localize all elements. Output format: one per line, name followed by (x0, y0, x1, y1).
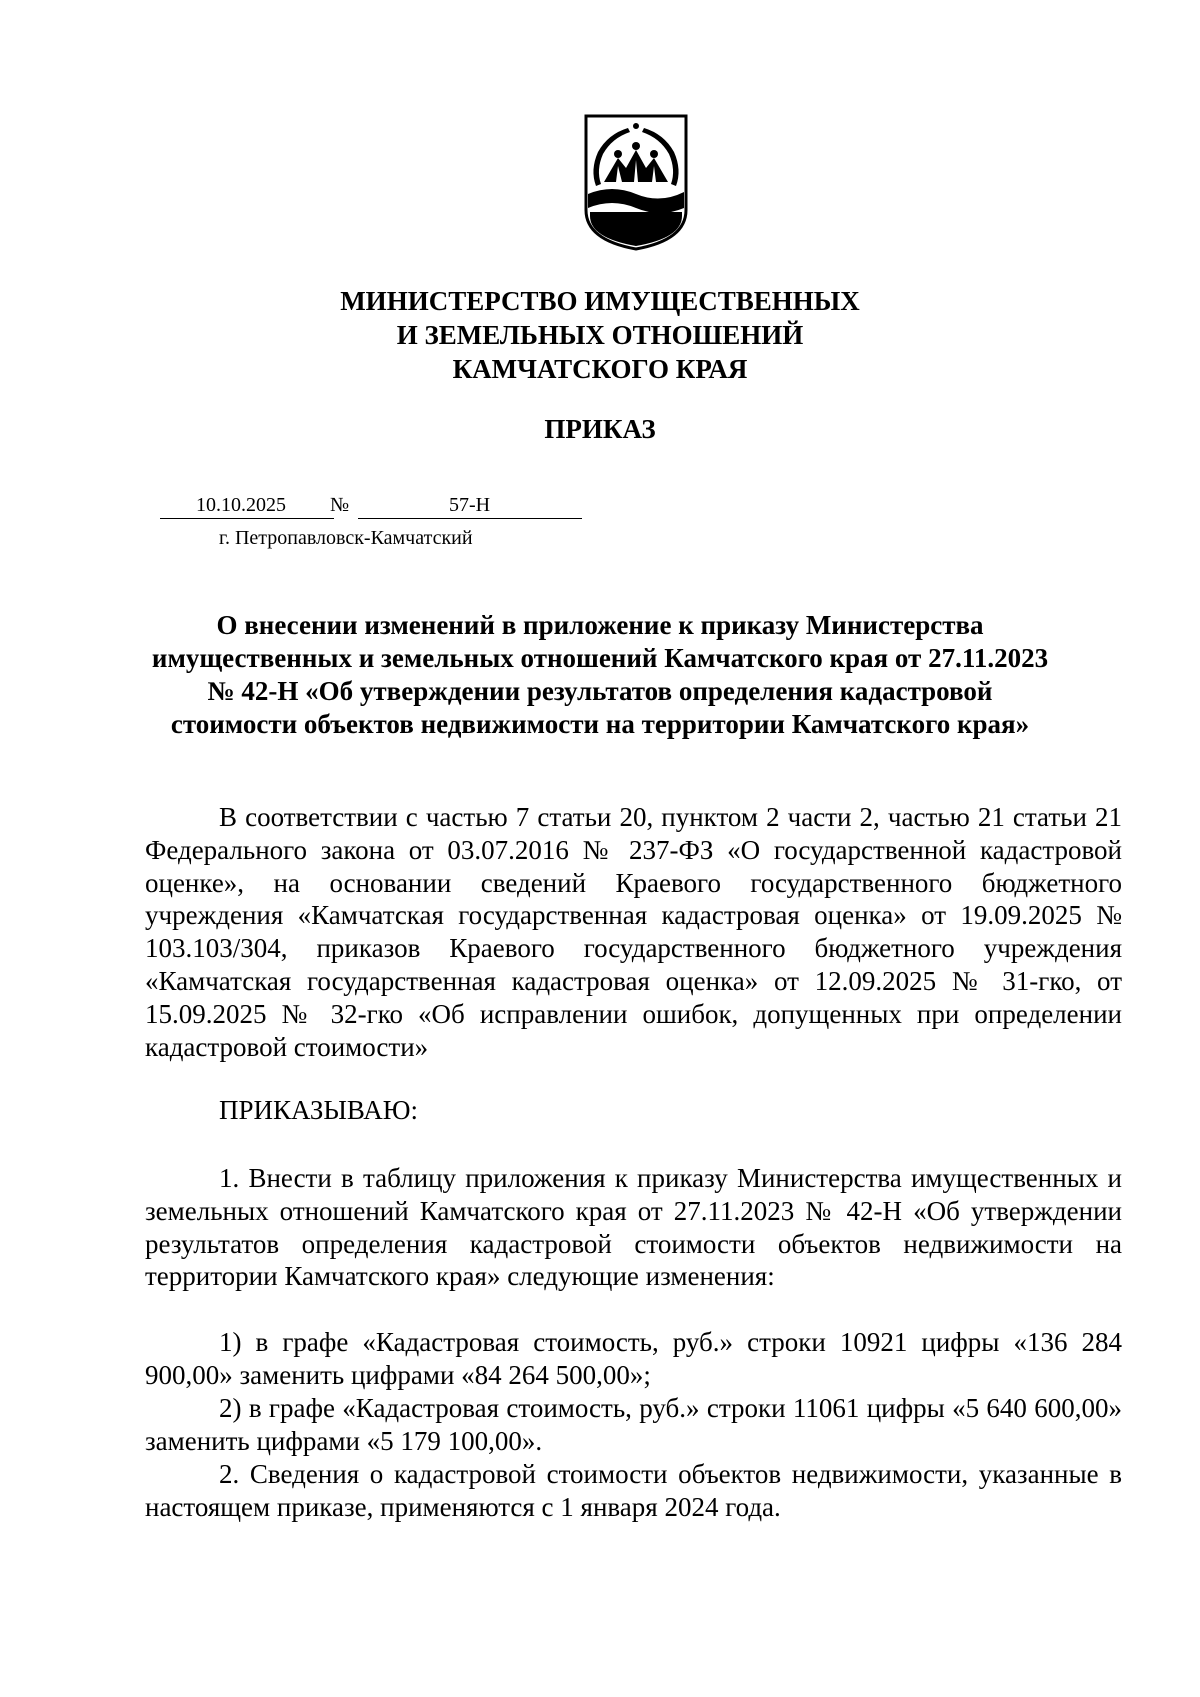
order-word: ПРИКАЗЫВАЮ: (219, 1095, 418, 1125)
ministry-name (0, 284, 1200, 386)
order-number: 57-Н (449, 494, 491, 516)
item-2-paragraph: 2. Сведения о кадастровой стоимости объектов недвижимости, указанные в настоящем приказе, применяются с 1 января 2024 года. (145, 1459, 1122, 1522)
city-name: г. Петропавловск-Камчатский (219, 527, 473, 549)
item-1-1-paragraph: 1) в графе «Кадастровая стоимость, руб.» строки 10921 цифры «136 284 900,00» заменить цифрами «84 264 500,00»; (145, 1327, 1122, 1390)
document-type-title: ПРИКАЗ (544, 414, 656, 444)
preamble-paragraph: В соответствии с частью 7 статьи 20, пунктом 2 части 2, частью 21 статьи 21 Федерального закона от 03.07.2016 № 237-ФЗ «О государственной кадастровой оценке», на основании сведений Краевого государственного бюджетного учреждения «Камчатская государственная кадастровая оценка» от 19.09.2025 № 103.103/304, приказов Краевого государственного бюджетного учреждения «Камчатская государственная кадастровая оценка» от 12.09.2025 № 31-гко, от 15.09.2025 № 32-гко «Об исправлении ошибок, допущенных при определении кадастровой стоимости» (145, 802, 1122, 1062)
subject-line: О внесении изменений в приложение к приказу Министерства (216, 610, 984, 640)
number-underline (358, 518, 582, 519)
ministry-line: МИНИСТЕРСТВО ИМУЩЕСТВЕННЫХ (340, 286, 860, 316)
subject-line: стоимости объектов недвижимости на территории Камчатского края» (170, 709, 1030, 739)
document-subject (0, 609, 1200, 741)
item-1-2-paragraph: 2) в графе «Кадастровая стоимость, руб.» строки 11061 цифры «5 640 600,00» заменить цифрами «5 179 100,00». (145, 1393, 1122, 1456)
subject-line: имущественных и земельных отношений Камчатского края от 27.11.2023 (151, 643, 1049, 673)
coat-of-arms-emblem (582, 112, 690, 252)
number-sign: № (330, 494, 350, 516)
ministry-line: И ЗЕМЕЛЬНЫХ ОТНОШЕНИЙ (396, 320, 804, 350)
ministry-line: КАМЧАТСКОГО КРАЯ (452, 354, 748, 384)
date-underline (160, 518, 334, 519)
item-1-paragraph: 1. Внести в таблицу приложения к приказу Министерства имущественных и земельных отношений Камчатского края от 27.11.2023 № 42-Н «Об утверждении результатов определения кадастровой стоимости объектов недвижимости на территории Камчатского края» следующие изменения: (145, 1163, 1122, 1292)
order-date: 10.10.2025 (196, 494, 286, 516)
subject-line: № 42-Н «Об утверждении результатов определения кадастровой (207, 676, 993, 706)
